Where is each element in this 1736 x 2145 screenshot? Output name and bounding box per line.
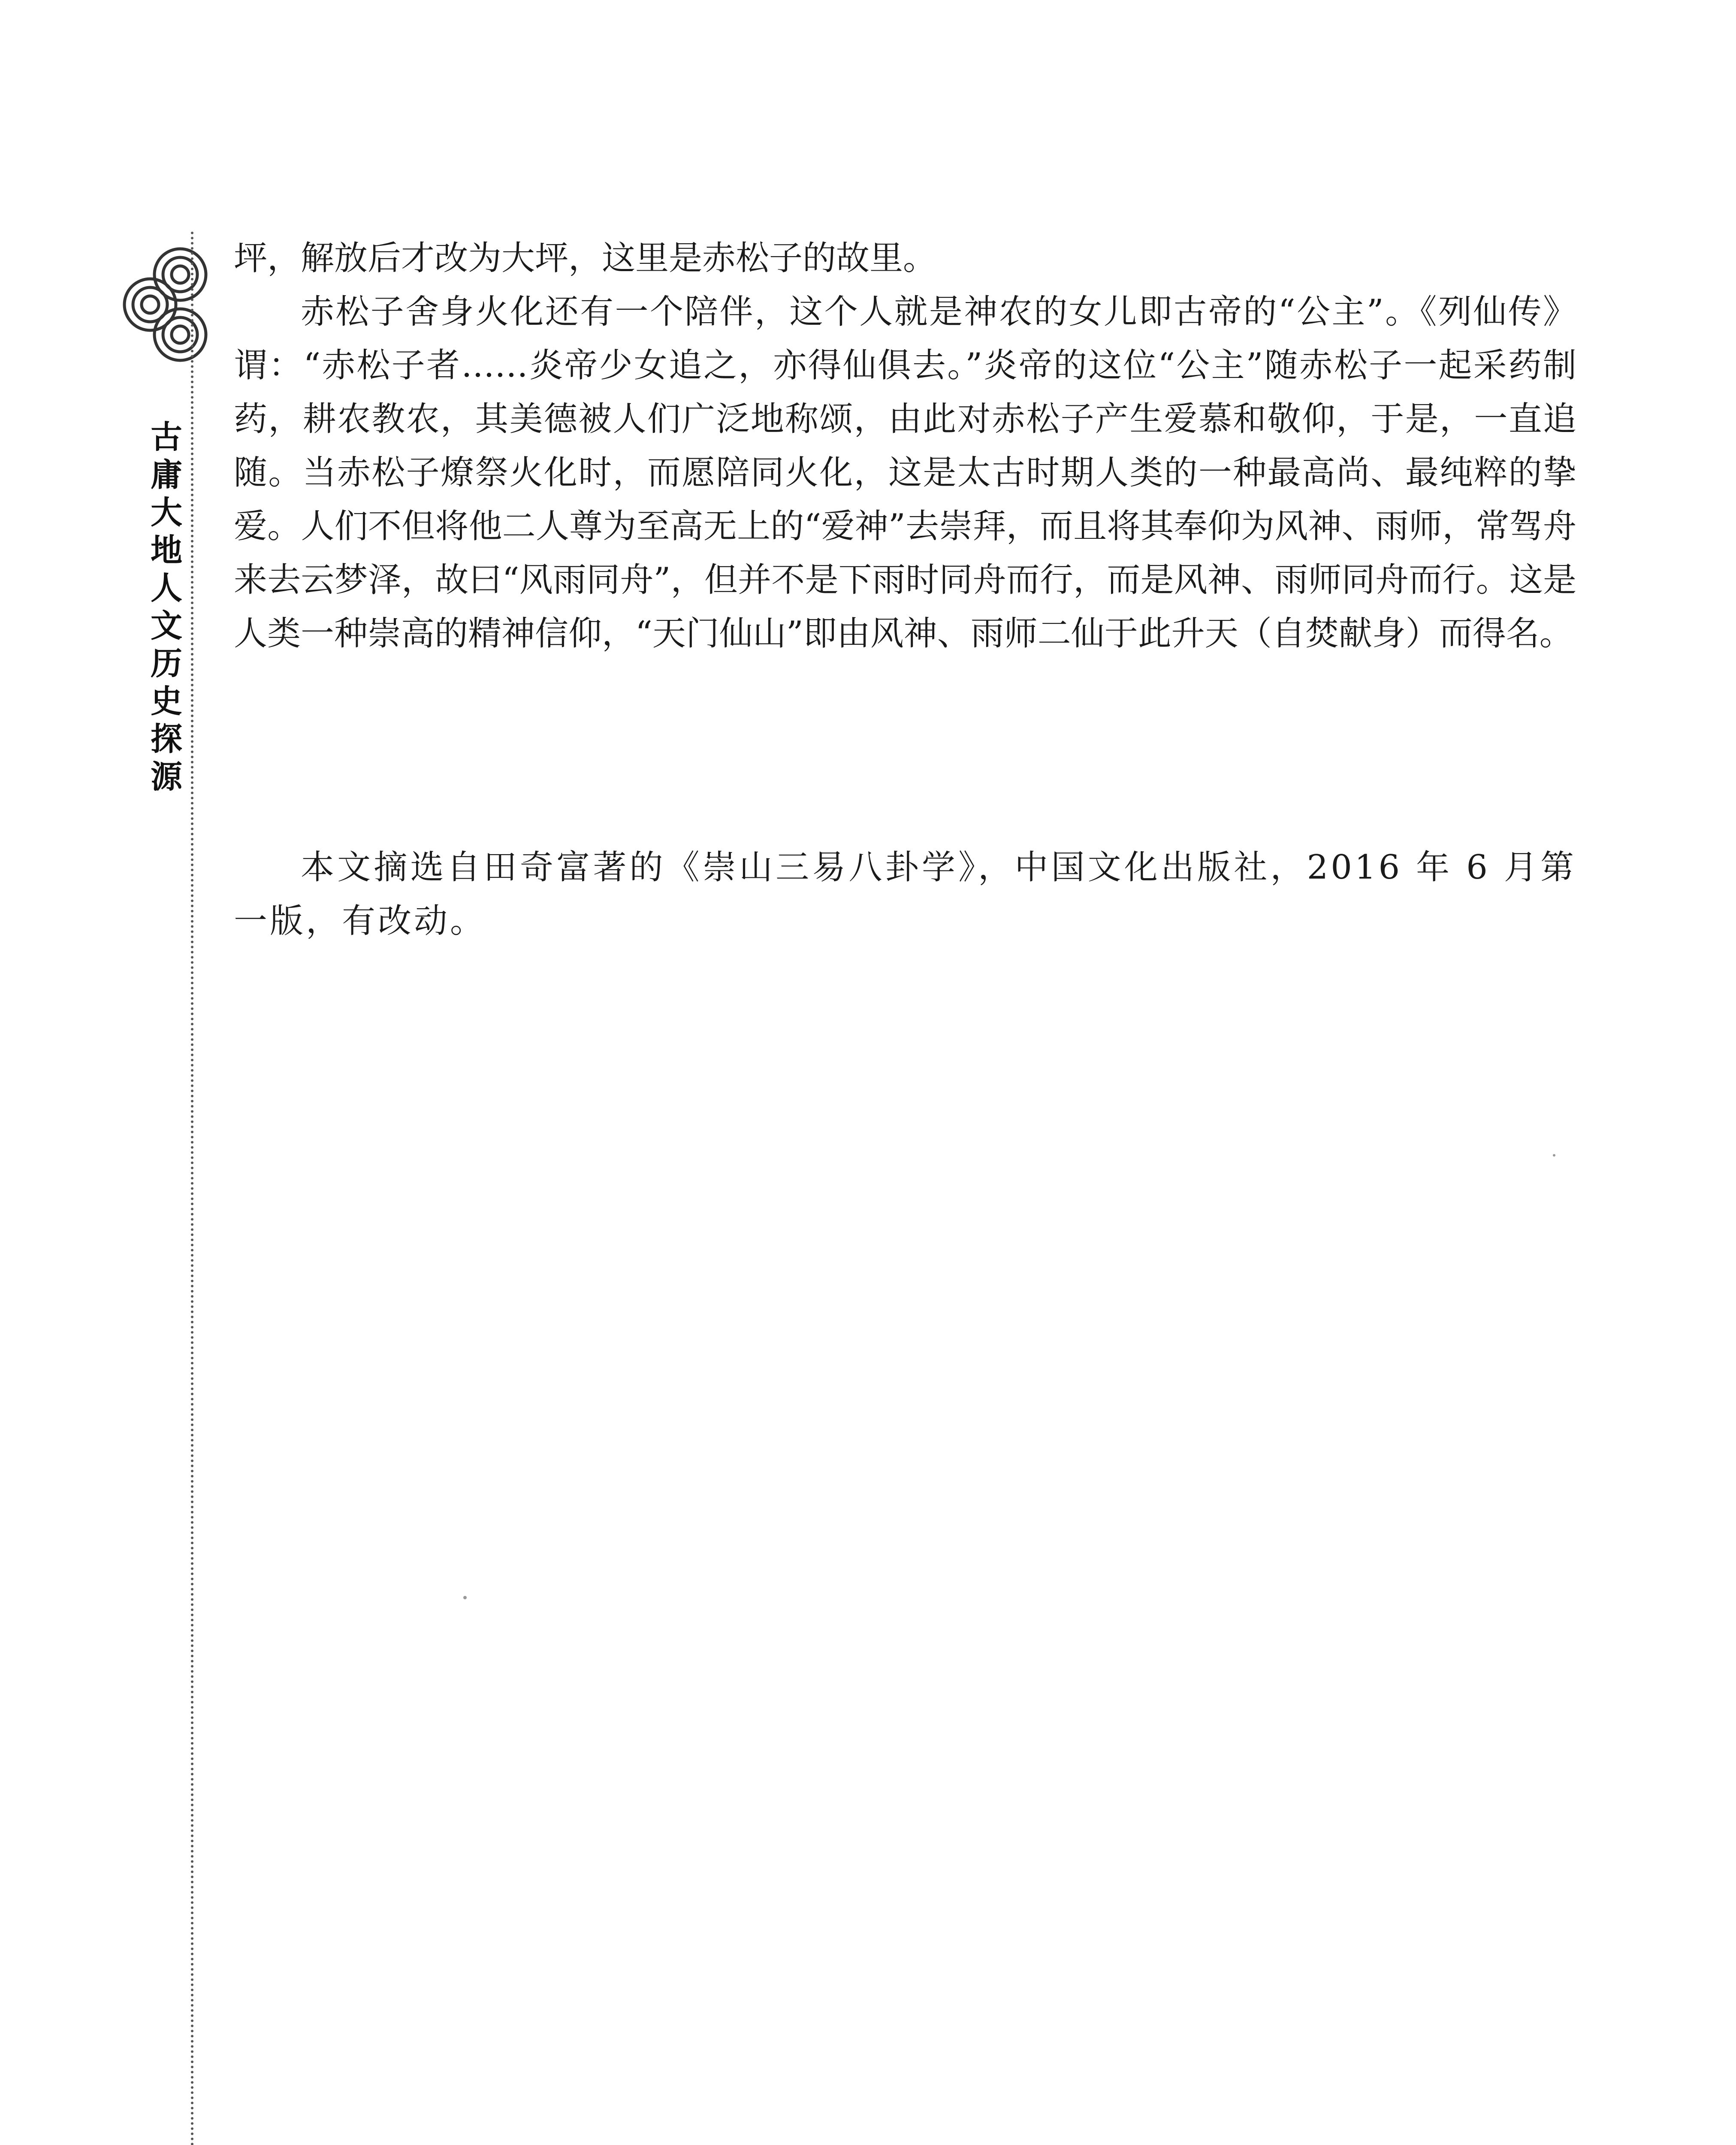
circle-ornament-icon [116, 240, 219, 369]
main-text [234, 232, 1576, 661]
scan-speck [463, 1596, 467, 1599]
paragraph-continued: 坪，解放后才改为大坪，这里是赤松子的故里。 [234, 239, 937, 278]
running-title: 古庸大地人文历史探源 [151, 419, 182, 795]
scan-speck [1553, 1154, 1555, 1157]
source-note: 本文摘选自田奇富著的《崇山三易八卦学》，中国文化出版社，2016 年 6 月第一版，有改动。 [234, 848, 1576, 940]
paragraph: 赤松子舍身火化还有一个陪伴，这个人就是神农的女儿即古帝的“公主”。《列仙传》谓：“赤松子者……炎帝少女追之，亦得仙俱去。”炎帝的这位“公主”随赤松子一起采药制药，耕农教农，其美德被人们广泛地称颂，由此对赤松子产生爱慕和敬仰，于是，一直追随。当赤松子燎祭火化时，而愿陪同火化，这是太古时期人类的一种最高尚、最纯粹的挚爱。人们不但将他二人尊为至高无上的“爱神”去崇拜，而且将其奉仰为风神、雨师，常驾舟来去云梦泽，故曰“风雨同舟”，但并不是下雨时同舟而行，而是风神、雨师同舟而行。这是人类一种崇高的精神信仰，“天门仙山”即由风神、雨师二仙于此升天（自焚献身）而得名。 [234, 293, 1576, 653]
side-dotted-rule [191, 232, 193, 2145]
